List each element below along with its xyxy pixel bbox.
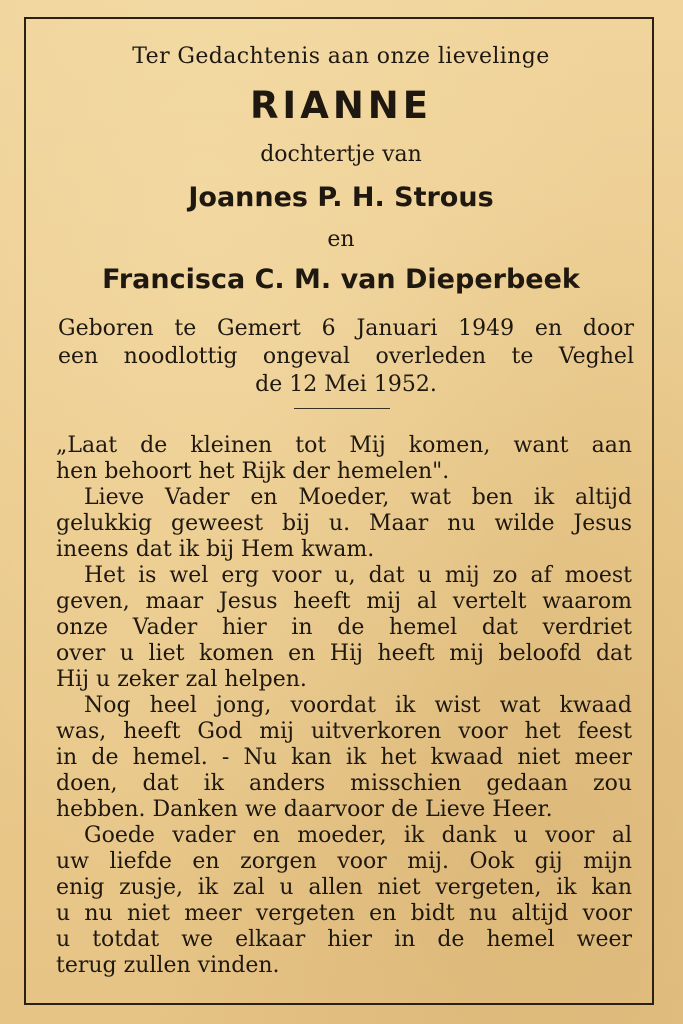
text-line: uw liefde en zorgen voor mij. Ook gij mijn (56, 849, 632, 874)
text-line: Het is wel erg voor u, dat u mij zo af moest (84, 563, 632, 588)
text-line: Goede vader en moeder, ik dank u voor al (84, 823, 632, 848)
text-line: Hij u zeker zal helpen. (56, 667, 307, 692)
deceased-name: RIANNE (249, 84, 433, 127)
text-line: u nu niet meer vergeten en bidt nu altijd voor (56, 901, 632, 926)
text-line: u totdat we elkaar hier in de hemel weer (56, 927, 632, 952)
text-line: Nog heel jong, voordat ik wist wat kwaad (84, 693, 632, 718)
text-line: geven, maar Jesus heeft mij al vertelt waarom (56, 589, 632, 614)
text-line: over u liet komen en Hij heeft mij beloofd dat (56, 641, 632, 666)
text-line: hen behoort het Rijk der hemelen". (56, 459, 450, 484)
intro-line: Ter Gedachtenis aan onze lievelinge (132, 44, 550, 69)
father-name: Joannes P. H. Strous (188, 182, 494, 213)
text-line: „Laat de kleinen tot Mij komen, want aan (56, 433, 632, 458)
text-line: was, heeft God mij uitverkoren voor het feest (56, 719, 632, 744)
conjunction-line: en (327, 227, 355, 252)
text-line: onze Vader hier in de hemel dat verdriet (56, 615, 632, 640)
text-line: enig zusje, ik zal u allen niet vergeten, ik kan (56, 875, 632, 900)
text-line: in de hemel. - Nu kan ik het kwaad niet meer (56, 745, 632, 770)
text-line: gelukkig geweest bij u. Maar nu wilde Jesus (56, 511, 632, 536)
text-line: ineens dat ik bij Hem kwam. (56, 537, 375, 562)
birth-line: een noodlottig ongeval overleden te Veghel (58, 344, 634, 369)
text-line: doen, dat ik anders misschien gedaan zou (56, 771, 632, 796)
mother-name: Francisca C. M. van Dieperbeek (102, 264, 580, 295)
text-line: hebben. Danken we daarvoor de Lieve Heer. (56, 797, 553, 822)
relation-line: dochtertje van (260, 142, 422, 167)
birth-line: de 12 Mei 1952. (255, 372, 437, 397)
text-line: Lieve Vader en Moeder, wat ben ik altijd (84, 485, 632, 510)
divider-rule (294, 408, 390, 409)
text-line: terug zullen vinden. (56, 953, 280, 978)
birth-line: Geboren te Gemert 6 Januari 1949 en door (58, 316, 634, 341)
